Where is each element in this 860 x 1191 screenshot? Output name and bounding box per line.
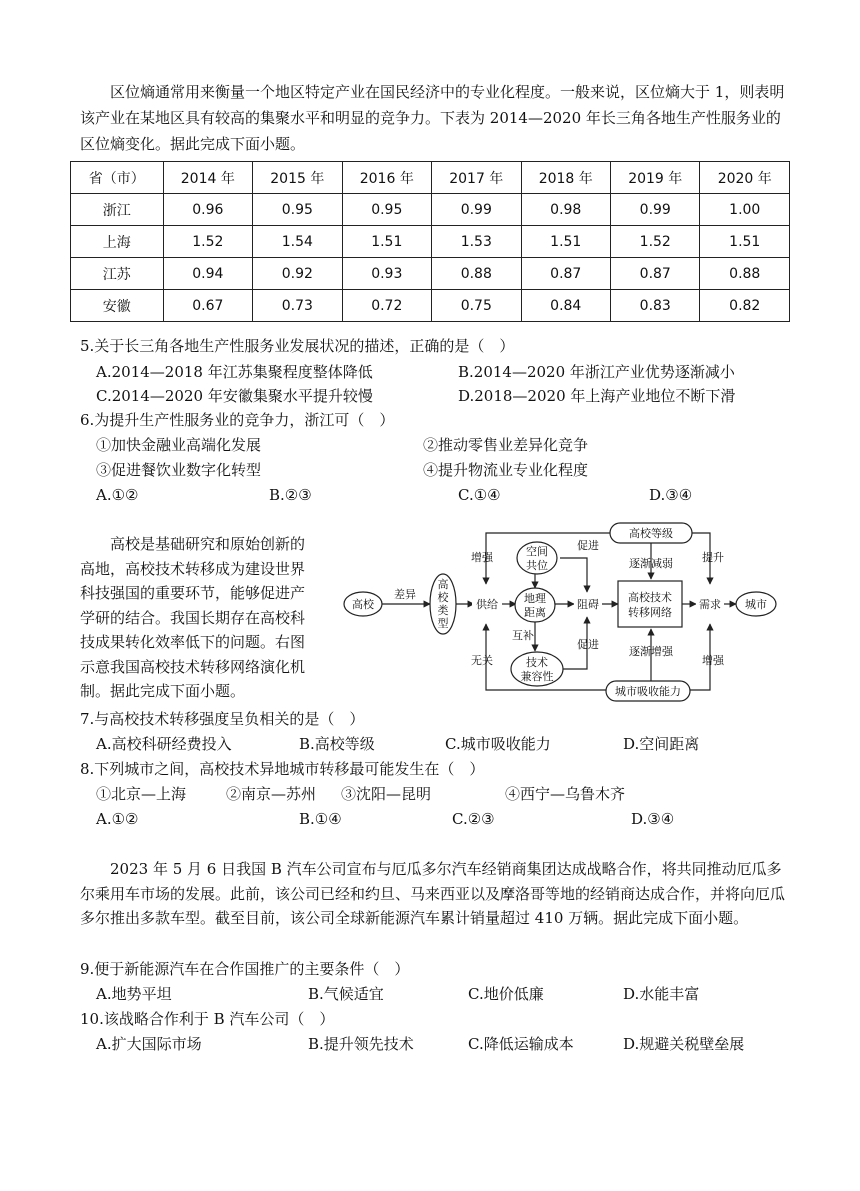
table-cell: 0.95 <box>342 194 431 226</box>
question-8-statement-3: ③沈阳—昆明 <box>341 785 432 803</box>
passage-line: 示意我国高校技术转移网络演化机 <box>80 657 306 676</box>
table-cell: 0.99 <box>432 194 521 226</box>
table-header-row <box>71 162 790 194</box>
question-10-option-c[interactable]: C.降低运输成本 <box>468 1035 574 1053</box>
question-10-option-d[interactable]: D.规避关税壁垒展 <box>623 1035 745 1053</box>
table-cell: 1.51 <box>342 226 431 258</box>
diagram-label-enhance-right: 增强 <box>702 654 724 667</box>
diagram-label-network-1: 高校技术 <box>628 591 672 604</box>
question-9-option-c[interactable]: C.地价低廉 <box>468 985 544 1003</box>
question-6-statement-3: ③促进餐饮业数字化转型 <box>96 461 262 479</box>
table-cell: 0.88 <box>700 258 790 290</box>
diagram-label-raise: 提升 <box>702 551 724 564</box>
diagram-label-demand: 需求 <box>699 598 721 611</box>
question-6-stem: 6.为提升生产性服务业的竞争力，浙江可（ ） <box>80 411 395 429</box>
question-7-stem: 7.与高校技术转移强度呈负相关的是（ ） <box>80 710 365 728</box>
question-8-option-c[interactable]: C.②③ <box>452 810 495 828</box>
table-cell: 1.54 <box>253 226 342 258</box>
question-9-option-d[interactable]: D.水能丰富 <box>623 985 700 1003</box>
question-8-stem: 8.下列城市之间，高校技术异地城市转移最可能发生在（ ） <box>80 760 485 778</box>
diagram-label-distance-2: 距离 <box>524 606 546 619</box>
table-cell: 0.75 <box>432 290 521 322</box>
node-transfer-network <box>618 581 682 627</box>
question-9-option-a[interactable]: A.地势平坦 <box>96 985 172 1003</box>
table-row <box>71 226 790 258</box>
question-7-option-d[interactable]: D.空间距离 <box>623 735 700 753</box>
table-cell: 0.67 <box>163 290 252 322</box>
table-cell: 1.52 <box>611 226 700 258</box>
table-cell: 0.98 <box>521 194 610 226</box>
question-10-option-b[interactable]: B.提升领先技术 <box>308 1035 414 1053</box>
diagram-label-type-3: 类 <box>437 604 449 617</box>
table-cell: 0.88 <box>432 258 521 290</box>
question-5-option-d[interactable]: D.2018—2020 年上海产业地位不断下滑 <box>458 387 736 405</box>
diagram-label-promote-top: 促进 <box>577 539 599 552</box>
diagram-label-difference: 差异 <box>394 588 416 601</box>
table-header-cell: 2019 年 <box>611 162 700 194</box>
question-8-statement-4: ④西宁—乌鲁木齐 <box>505 785 626 803</box>
table-header-cell: 2017 年 <box>432 162 521 194</box>
table-cell: 0.99 <box>611 194 700 226</box>
passage-line: 技成果转化效率低下的问题。右图 <box>80 633 306 651</box>
question-6-option-b[interactable]: B.②③ <box>269 486 312 504</box>
diagram-label-unrelated: 无关 <box>471 654 493 667</box>
question-5-stem: 5.关于长三角各地生产性服务业发展状况的描述，正确的是（ ） <box>80 337 515 355</box>
table-header-cell: 2016 年 <box>342 162 431 194</box>
question-8-option-a[interactable]: A.①② <box>96 810 139 828</box>
table-cell: 0.82 <box>700 290 790 322</box>
diagram-label-compat-1: 技术 <box>526 656 548 669</box>
table-cell: 0.83 <box>611 290 700 322</box>
diagram-label-university-level: 高校等级 <box>629 527 673 540</box>
question-6-statement-2: ②推动零售业差异化竞争 <box>423 436 589 454</box>
diagram-label-spatial-1: 空间 <box>526 545 548 558</box>
question-6-option-c[interactable]: C.①④ <box>458 486 501 504</box>
table-cell: 0.73 <box>253 290 342 322</box>
question-6-option-d[interactable]: D.③④ <box>649 486 693 504</box>
table-row <box>71 194 790 226</box>
table-cell: 上海 <box>71 226 164 258</box>
passage-intro-location-entropy: 区位熵通常用来衡量一个地区特定产业在国民经济中的专业化程度。一般来说，区位熵大于 1，则表明该产业在某地区具有较高的集聚水平和明显的竞争力。下表为 2014—2020 年长三角各地生产性服务业的区位熵变化。据此完成下面小题。 <box>80 83 785 153</box>
table-cell: 安徽 <box>71 290 164 322</box>
table-header-cell: 2018 年 <box>521 162 610 194</box>
diagram-label-type-1: 高 <box>437 578 449 591</box>
question-7-option-a[interactable]: A.高校科研经费投入 <box>96 735 232 753</box>
diagram-label-city-absorption: 城市吸收能力 <box>615 685 681 698</box>
diagram-label-type-4: 型 <box>437 617 449 630</box>
table-cell: 1.53 <box>432 226 521 258</box>
table-cell: 1.52 <box>163 226 252 258</box>
table-cell: 1.00 <box>700 194 790 226</box>
location-entropy-table <box>70 161 790 322</box>
passage-university-tech-transfer <box>80 532 352 704</box>
diagram-label-network-2: 转移网络 <box>628 606 672 619</box>
question-6-statement-4: ④提升物流业专业化程度 <box>423 461 589 479</box>
question-9-stem: 9.便于新能源汽车在合作国推广的主要条件（ ） <box>80 960 410 978</box>
passage-line: 学研的结合。我国长期存在高校科 <box>80 608 306 627</box>
question-7-option-c[interactable]: C.城市吸收能力 <box>445 735 551 753</box>
diagram-label-supply: 供给 <box>476 598 498 611</box>
passage-line: 高地，高校技术转移成为建设世界 <box>80 559 306 578</box>
table-header-cell: 2014 年 <box>163 162 252 194</box>
question-7-option-b[interactable]: B.高校等级 <box>299 735 375 753</box>
question-8-statement-1: ①北京—上海 <box>96 785 187 803</box>
question-6-statement-1: ①加快金融业高端化发展 <box>96 436 262 454</box>
table-cell: 0.93 <box>342 258 431 290</box>
diagram-label-gradually-enhance: 逐渐增强 <box>629 645 673 658</box>
table-cell: 浙江 <box>71 194 164 226</box>
question-5-option-a[interactable]: A.2014—2018 年江苏集聚程度整体降低 <box>96 363 373 381</box>
question-10-option-a[interactable]: A.扩大国际市场 <box>96 1035 202 1053</box>
diagram-label-compat-2: 兼容性 <box>520 670 554 683</box>
diagram-label-hinder: 阻碍 <box>577 598 599 611</box>
table-cell: 0.95 <box>253 194 342 226</box>
diagram-label-complement: 互补 <box>512 629 534 642</box>
table-cell: 江苏 <box>71 258 164 290</box>
question-5-option-b[interactable]: B.2014—2020 年浙江产业优势逐渐减小 <box>458 363 735 381</box>
passage-line: 科技强国的重要环节，能够促进产 <box>80 584 306 602</box>
tech-transfer-mechanism-diagram <box>338 518 788 704</box>
table-cell: 0.96 <box>163 194 252 226</box>
table-header-cell: 2015 年 <box>253 162 342 194</box>
table-cell: 0.72 <box>342 290 431 322</box>
diagram-label-university: 高校 <box>352 598 374 611</box>
table-row <box>71 290 790 322</box>
diagram-label-gradually-weaken: 逐渐减弱 <box>629 557 673 570</box>
table-cell: 1.51 <box>700 226 790 258</box>
question-10-stem: 10.该战略合作利于 B 汽车公司（ ） <box>80 1010 335 1028</box>
table-header-cell: 省（市） <box>71 162 164 194</box>
passage-new-energy-vehicles: 2023 年 5 月 6 日我国 B 汽车公司宣布与厄瓜多尔汽车经销商集团达成战略合作，将共同推动厄瓜多尔乘用车市场的发展。此前，该公司已经和约旦、马来西亚以及摩洛哥等地的经销商达成合作，并将向厄瓜多尔推出多款车型。截至目前，该公司全球新能源汽车累计销量超过 410 万辆。据此完成下面小题。 <box>80 860 786 927</box>
table-cell: 0.87 <box>611 258 700 290</box>
question-5-option-c[interactable]: C.2014—2020 年安徽集聚水平提升较慢 <box>96 387 373 405</box>
question-8-statement-2: ②南京—苏州 <box>226 785 317 803</box>
passage-line: 制。据此完成下面小题。 <box>80 682 246 700</box>
diagram-label-type-2: 校 <box>437 591 449 604</box>
question-8-option-d[interactable]: D.③④ <box>631 810 675 828</box>
passage-line: 高校是基础研究和原始创新的 <box>110 535 306 553</box>
diagram-label-spatial-2: 共位 <box>526 559 548 572</box>
table-row <box>71 258 790 290</box>
question-8-option-b[interactable]: B.①④ <box>299 810 342 828</box>
table-header-cell: 2020 年 <box>700 162 790 194</box>
diagram-label-distance-1: 地理 <box>524 592 546 605</box>
table-cell: 0.84 <box>521 290 610 322</box>
table-cell: 1.51 <box>521 226 610 258</box>
diagram-label-enhance-top: 增强 <box>471 551 493 564</box>
question-6-option-a[interactable]: A.①② <box>96 486 139 504</box>
table-cell: 0.92 <box>253 258 342 290</box>
diagram-label-promote-bottom: 促进 <box>577 638 599 651</box>
table-cell: 0.87 <box>521 258 610 290</box>
question-9-option-b[interactable]: B.气候适宜 <box>308 985 384 1003</box>
table-cell: 0.94 <box>163 258 252 290</box>
diagram-label-city: 城市 <box>745 598 767 611</box>
